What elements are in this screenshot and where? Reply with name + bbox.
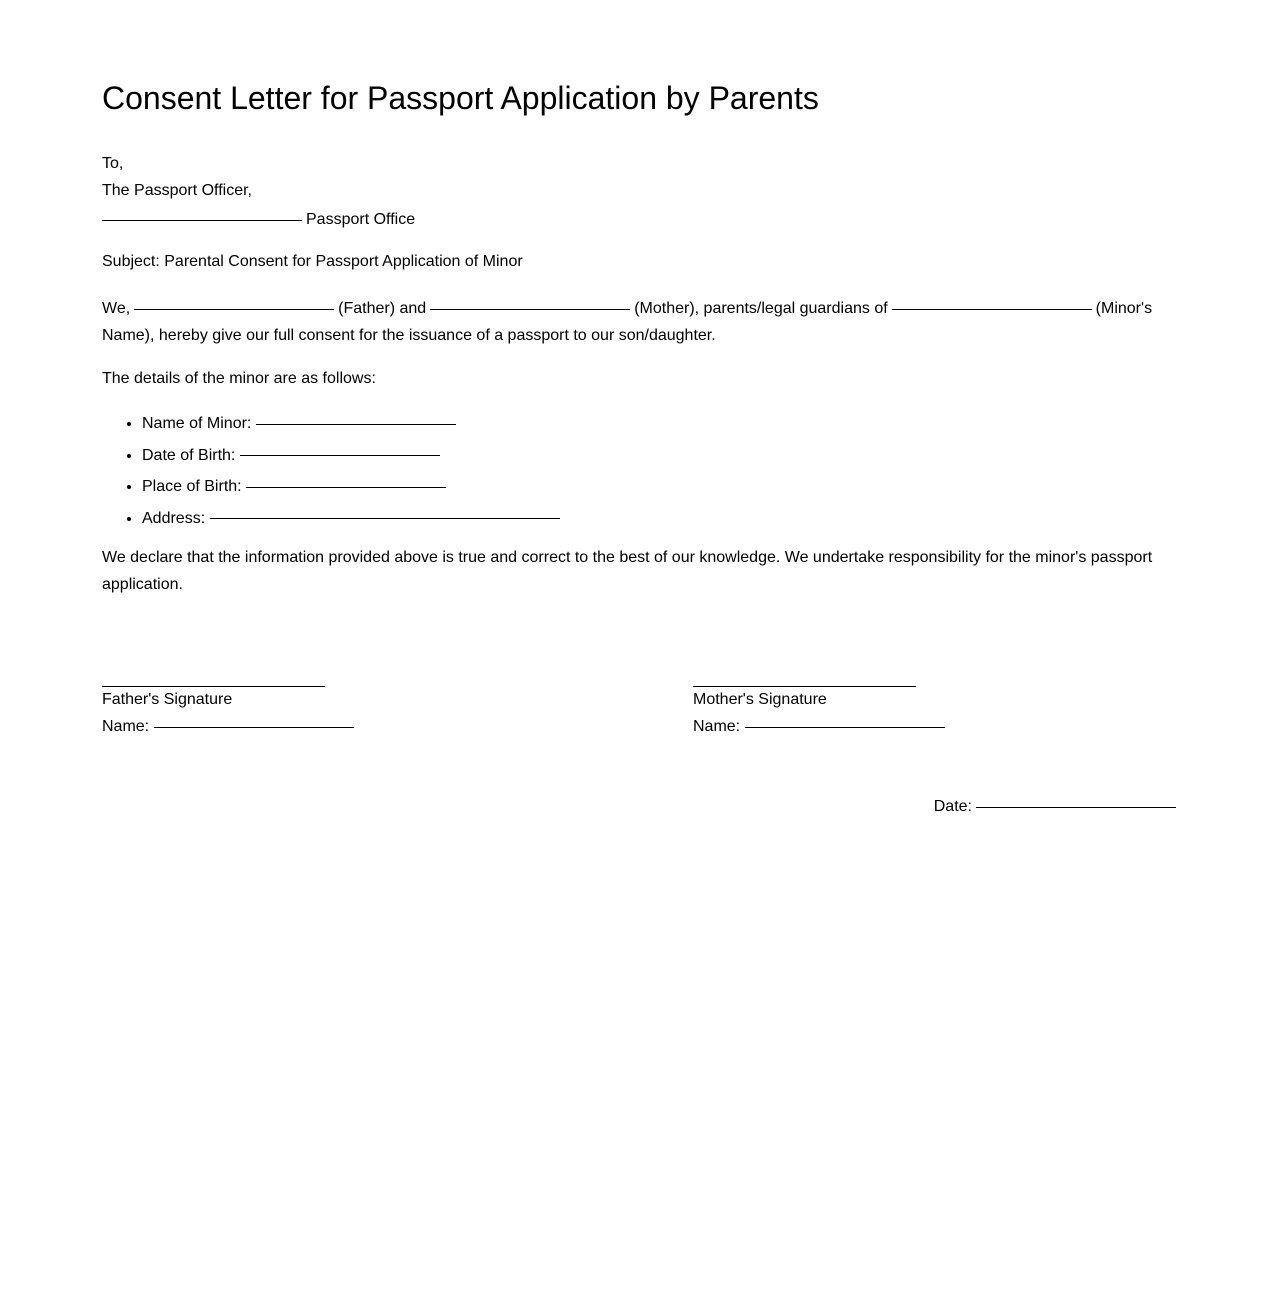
name-label: Name: xyxy=(693,718,741,735)
letter-page xyxy=(0,0,1278,598)
detail-blank-line xyxy=(246,486,446,488)
mother-name-row xyxy=(693,713,993,740)
detail-blank-line xyxy=(256,423,456,425)
letter-title: Consent Letter for Passport Application by Parents xyxy=(102,80,819,116)
body-mother: (Mother), parents/legal guardians of xyxy=(634,300,888,317)
details-intro: The details of the minor are as follows: xyxy=(102,370,376,387)
recipient-officer: The Passport Officer, xyxy=(102,182,252,199)
detail-label: Address: xyxy=(142,509,206,527)
father-signature-line xyxy=(102,670,325,687)
father-name-row xyxy=(102,713,402,740)
signature-section xyxy=(102,670,1176,740)
detail-blank-line xyxy=(240,454,440,456)
detail-label: Place of Birth: xyxy=(142,478,242,495)
detail-name-of-minor xyxy=(142,408,1176,440)
recipient-office xyxy=(102,204,1176,235)
letter-subject: Subject: Parental Consent for Passport Application of Minor xyxy=(102,253,523,270)
date-row xyxy=(934,793,1176,820)
detail-place-of-birth xyxy=(142,471,1176,503)
name-label: Name: xyxy=(102,718,150,735)
office-blank-line xyxy=(102,219,302,221)
body-father: (Father) and xyxy=(338,300,427,317)
body-minor-rest: (Minor's Name), hereby give our full consent for the issuance of a passport to our son/daughter. xyxy=(102,300,1153,344)
office-suffix: Passport Office xyxy=(306,211,416,228)
declaration-paragraph: We declare that the information provided above is true and correct to the best of our knowledge. We undertake responsibility for the minor's passport application. xyxy=(102,549,1153,593)
minor-name-blank xyxy=(892,308,1092,310)
recipient-address xyxy=(102,150,1176,235)
mother-signature-label: Mother's Signature xyxy=(693,691,827,708)
detail-label: Name of Minor: xyxy=(142,415,252,432)
father-signature-label: Father's Signature xyxy=(102,691,233,708)
detail-label: Date of Birth: xyxy=(142,446,236,464)
date-blank-line xyxy=(976,806,1176,808)
father-name-blank xyxy=(134,308,334,310)
minor-details-list xyxy=(102,408,1176,534)
mother-signature-block xyxy=(693,670,993,740)
consent-paragraph xyxy=(102,295,1172,349)
detail-blank-line xyxy=(210,517,560,519)
father-name-line xyxy=(154,726,354,728)
recipient-to: To, xyxy=(102,155,124,172)
father-signature-block xyxy=(102,670,402,740)
mother-name-blank xyxy=(430,308,630,310)
detail-address xyxy=(142,503,1176,535)
mother-signature-line xyxy=(693,670,916,687)
mother-name-line xyxy=(745,726,945,728)
detail-date-of-birth xyxy=(142,440,1176,472)
body-we: We, xyxy=(102,300,131,317)
date-label: Date: xyxy=(933,798,972,815)
